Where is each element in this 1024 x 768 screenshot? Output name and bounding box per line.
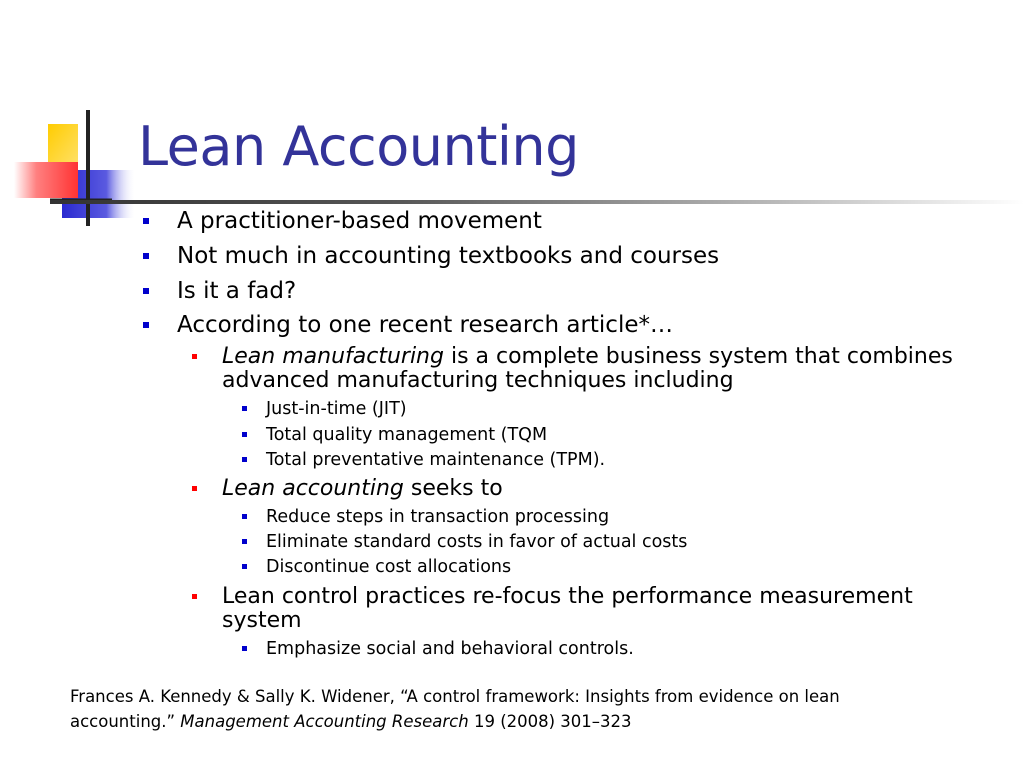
- list-item: Lean accounting seeks to: [222, 477, 503, 501]
- slide-title: Lean Accounting: [138, 115, 579, 178]
- list-item: Reduce steps in transaction processing: [266, 506, 609, 528]
- bullet-square-icon: [242, 646, 247, 651]
- term-lean-accounting: Lean accounting: [222, 476, 404, 501]
- bullet-square-icon: [242, 564, 247, 569]
- list-item: Discontinue cost allocations: [266, 556, 511, 578]
- list-item: Eliminate standard costs in favor of actual costs: [266, 531, 687, 553]
- term-lean-manufacturing: Lean manufacturing: [222, 344, 444, 369]
- list-item: Emphasize social and behavioral controls.: [266, 638, 634, 660]
- bullet-square-icon: [143, 253, 149, 259]
- list-item-continuation: advanced manufacturing techniques including: [222, 368, 734, 393]
- journal-name: Management Accounting Research: [180, 712, 469, 731]
- bullet-square-icon: [143, 322, 149, 328]
- list-item: Lean control practices re-focus the performance measurement: [222, 585, 913, 609]
- bullet-square-icon: [242, 539, 247, 544]
- bullet-square-icon: [242, 457, 247, 462]
- bullet-square-icon: [192, 354, 197, 359]
- bullet-square-icon: [143, 218, 149, 224]
- list-item: Lean manufacturing is a complete business system that combines: [222, 345, 953, 369]
- bullet-square-icon: [143, 288, 149, 294]
- bullet-square-icon: [192, 486, 197, 491]
- list-item: Is it a fad?: [177, 277, 296, 305]
- list-item: Total quality management (TQM: [266, 424, 547, 446]
- bullet-square-icon: [242, 432, 247, 437]
- list-item-continuation: system: [222, 608, 302, 633]
- bullet-square-icon: [242, 406, 247, 411]
- list-item: Not much in accounting textbooks and courses: [177, 242, 719, 270]
- bullet-square-icon: [242, 514, 247, 519]
- list-item: Total preventative maintenance (TPM).: [266, 449, 605, 471]
- list-item: A practitioner-based movement: [177, 207, 542, 235]
- list-item: According to one recent research article*…: [177, 311, 673, 339]
- bullet-square-icon: [192, 594, 197, 599]
- footnote-citation: Frances A. Kennedy & Sally K. Widener, “A control framework: Insights from evidence on lean accounting.” Management Accounting Research 19 (2008) 301–323: [70, 687, 840, 731]
- list-item: Just-in-time (JIT): [266, 398, 407, 420]
